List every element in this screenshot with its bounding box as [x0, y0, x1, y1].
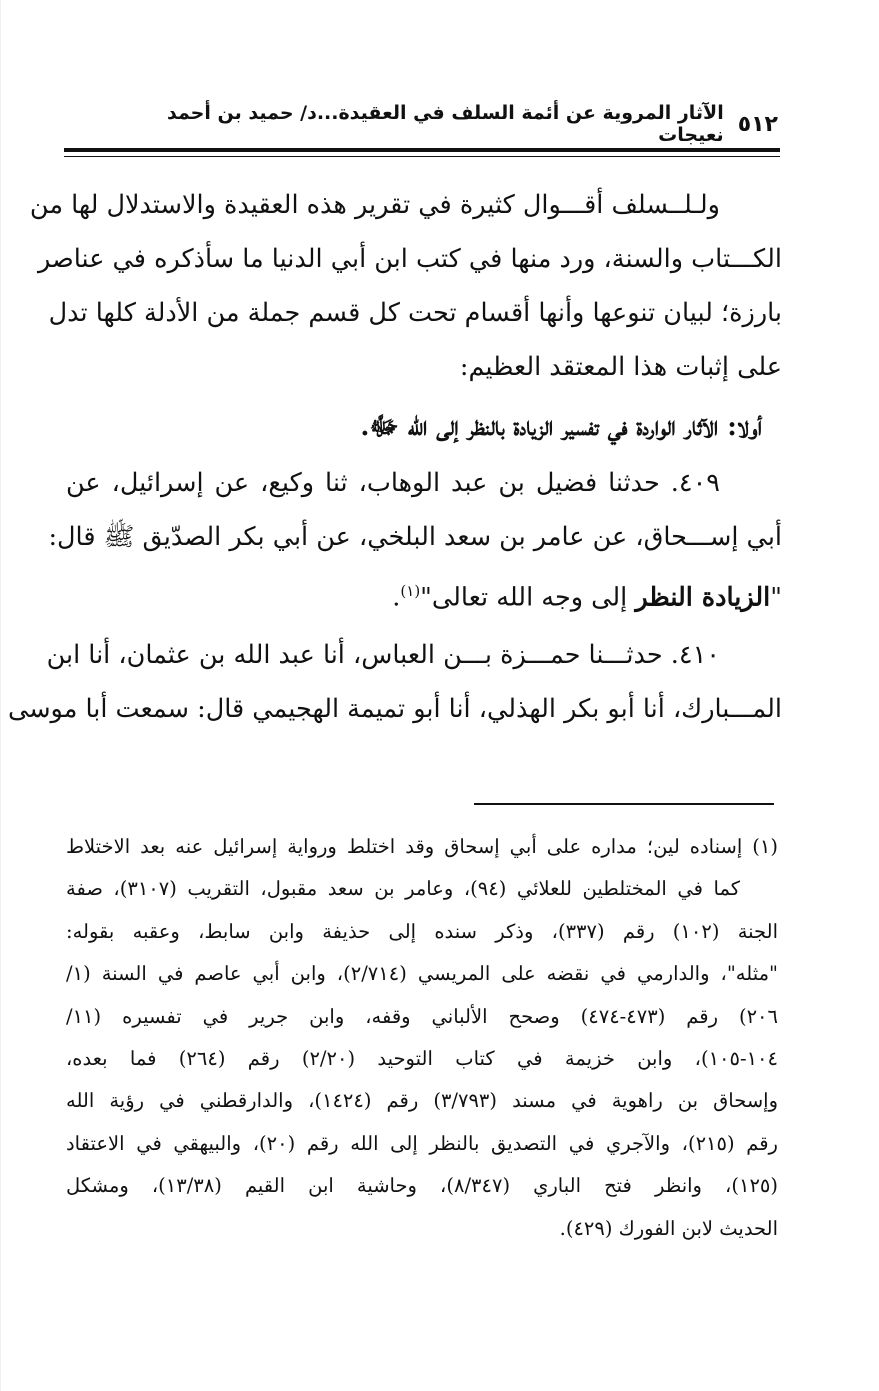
text-line: ٤٠٩. حدثنا فضيل بن عبد الوهاب، ثنا وكيع، عن إسرائيل، عن: [66, 468, 720, 498]
footnote-separator: [474, 803, 774, 805]
text-line: ٤١٠. حدثـــنا حمـــزة بـــن العباس، أنا عبد الله بن عثمان، أنا ابن: [46, 640, 720, 670]
header-rule-thick: [64, 148, 780, 152]
footnotes: [66, 826, 778, 1250]
footnote-line: ١٠٤-١٠٥)، وابن خزيمة في كتاب التوحيد (٢/٢٠) رقم (٢٦٤) فما بعده،: [66, 1046, 778, 1070]
footnote-line: رقم (٢١٥)، والآجري في التصديق بالنظر إلى الله رقم (٢٠)، والبيهقي في الاعتقاد: [66, 1131, 778, 1155]
text-line: ولـلــسلف أقـــوال كثيرة في تقرير هذه العقيدة والاستدلال لها من: [29, 190, 720, 220]
footnote-line: الجنة (١٠٢) رقم (٣٣٧)، وذكر سنده إلى حذيفة وابن سابط، وعقبه بقوله:: [66, 919, 778, 943]
page-number: ٥١٢: [737, 111, 778, 137]
bold-phrase: الزيادة النظر: [635, 582, 771, 613]
paragraph-intro: [29, 178, 782, 394]
text-line: بارزة؛ لبيان تنوعها وأنها أقسام تحت كل قسم جملة من الأدلة كلها تدل: [48, 298, 782, 328]
footnote-line: (١٢٥)، وانظر فتح الباري (٨/٣٤٧)، وحاشية ابن القيم (١٣/٣٨)، ومشكل: [66, 1174, 778, 1198]
footnote-line: (١) إسناده لين؛ مداره على أبي إسحاق وقد اختلط ورواية إسرائيل عنه بعد الاختلاط: [66, 835, 778, 858]
footnote-line: "مثله"، والدارمي في نقضه على المريسي (٢/٧١٤)، وابن أبي عاصم في السنة (١/: [66, 962, 779, 986]
sentence-end: .: [392, 582, 401, 613]
text-line: [66, 564, 782, 618]
header-rule-thin: [64, 156, 780, 157]
main-text: [7, 178, 782, 736]
footnote-line: ٢٠٦) رقم (٤٧٣-٤٧٤) وصحح الألباني وقفه، وابن جرير في تفسيره (١١/: [66, 1004, 778, 1028]
quote-open: ": [770, 582, 782, 613]
text-line: أبي إســـحاق، عن عامر بن سعد البلخي، عن أبي بكر الصدّيق ﷺ قال:: [48, 522, 782, 552]
header-title: الآثار المروية عن أئمة السلف في العقيدة...د/ حميد بن أحمد نعيجات: [166, 102, 724, 146]
footnote-line: كما في المختلطين للعلائي (٩٤)، وعامر بن سعد مقبول، التقريب (٣١٠٧)، صفة: [66, 877, 740, 901]
footnote-line: الحديث لابن الفورك (٤٢٩).: [559, 1216, 778, 1240]
text-line: الكـــتاب والسنة، ورد منها في كتب ابن أبي الدنيا ما سأذكره في عناصر: [38, 244, 782, 274]
page-edge: [0, 0, 1, 1391]
section-heading: أولا: الآثار الواردة في تفسير الزيادة بالنظر إلى الله ﷻ.: [360, 412, 762, 442]
paragraph-409: [48, 456, 782, 618]
paragraph-410: [7, 628, 782, 736]
quote-rest: إلى وجه الله تعالى": [420, 582, 636, 613]
text-line: على إثبات هذا المعتقد العظيم:: [459, 352, 782, 382]
footnote-line: وإسحاق بن راهوية في مسند (٣/٧٩٣) رقم (١٤٢٤)، والدارقطني في رؤية الله: [66, 1089, 778, 1113]
footnote-ref: (١): [400, 582, 421, 600]
running-header: [138, 102, 778, 146]
text-line: المـــبارك، أنا أبو بكر الهذلي، أنا أبو تميمة الهجيمي قال: سمعت أبا موسى: [7, 694, 782, 724]
